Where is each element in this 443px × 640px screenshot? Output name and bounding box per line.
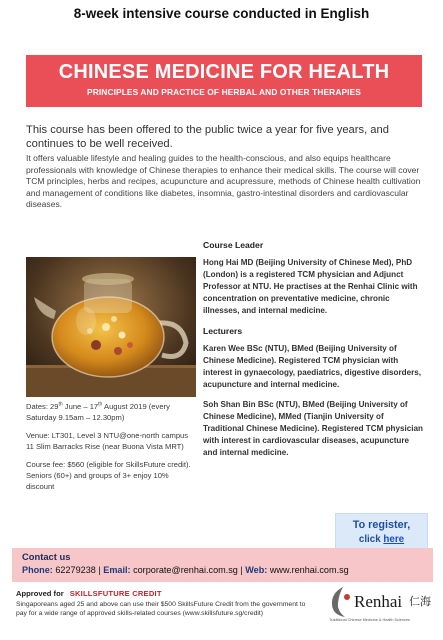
dates-text-3: August 2019 (every Saturday 9.15am – 12.30pm) xyxy=(26,402,170,422)
course-logistics xyxy=(26,402,198,500)
dates-sup-2: th xyxy=(98,401,103,408)
register-click-text: click xyxy=(358,534,384,545)
teapot-illustration xyxy=(26,257,196,397)
contact-details xyxy=(22,565,432,575)
skillsfuture-fine-print: Singaporeans aged 25 and above can use their $500 SkillsFuture Credit from the government to pay for a wide range of approved skills-related courses (www.skillsfuture.sg/credit) xyxy=(16,601,306,618)
dates-text-1: Dates: 29 xyxy=(26,402,59,411)
approved-label: Approved for xyxy=(16,589,64,598)
lecturer-bio-2: Soh Shan Bin BSc (NTU), BMed (Beijing University of Chinese Medicine), MMed (Tianjin University of Traditional Chinese Medicine). Registered TCM physician with interest in cardiovascular diseases, acupuncture and internal medicine. xyxy=(203,400,423,457)
contact-band xyxy=(12,548,433,582)
course-dates xyxy=(26,402,198,423)
teaching-staff xyxy=(203,239,425,467)
renhai-logo-name: Renhai xyxy=(354,592,403,611)
course-format-heading: 8-week intensive course conducted in English xyxy=(73,6,370,21)
register-prompt: To register, xyxy=(352,519,411,531)
renhai-logo-icon xyxy=(327,585,357,619)
intro-lead: This course has been offered to the public twice a year for five years, and continues to be well received. xyxy=(26,124,389,150)
dates-sup-1: th xyxy=(58,401,63,408)
skillsfuture-credit-badge: SKILLSFUTURE CREDIT xyxy=(69,589,162,598)
approval-line xyxy=(16,589,162,598)
phone-label: Phone: xyxy=(22,565,53,575)
dates-text-2: June – 17 xyxy=(62,402,99,411)
course-subtitle: PRINCIPLES AND PRACTICE OF HERBAL AND OTHER THERAPIES xyxy=(87,87,361,97)
register-here-link[interactable]: here xyxy=(383,534,405,545)
renhai-logo xyxy=(323,583,443,633)
phone-number[interactable]: 62279238 | xyxy=(52,565,101,575)
renhai-logo-chinese: 仁海 xyxy=(409,595,431,608)
register-box xyxy=(335,513,428,551)
herbal-tea-photo xyxy=(26,257,196,397)
title-banner xyxy=(26,55,422,107)
intro-body: It offers valuable lifestyle and healing guides to the health-conscious, and also equips healthcare professionals with knowledge of Chinese therapies to enhance their medical skills. The course will cover TCM principles, herbs and recipes, acupuncture and acupressure, methods of Chinese health cultivation and management of conditions like diabetes, insomnia, gastro-intestinal disorders and cardiovascular diseases. xyxy=(26,153,421,210)
lecturers-heading: Lecturers xyxy=(203,326,243,336)
register-link-line xyxy=(336,534,427,545)
course-fee: Course fee: $560 (eligible for SkillsFuture credit). Seniors (60+) and groups of 3+ enjoy 10% discount xyxy=(26,460,191,491)
lecturer-bio-1: Karen Wee BSc (NTU), BMed (Beijing University of Chinese Medicine). Registered TCM physician with interest in gynaecology, paediatrics, digestive disorders, acupuncture and internal medicine. xyxy=(203,344,422,389)
website-link[interactable]: www.renhai.com.sg xyxy=(267,565,349,575)
course-leader-heading: Course Leader xyxy=(203,240,264,250)
course-title: CHINESE MEDICINE FOR HEALTH xyxy=(58,61,390,83)
renhai-logo-tagline: Traditional Chinese Medicine & Health Sciences xyxy=(329,618,410,622)
web-label: Web: xyxy=(245,565,268,575)
email-label: Email: xyxy=(103,565,131,575)
course-leader-bio: Hong Hai MD (Beijing University of Chinese Med), PhD (London) is a registered TCM physician and Adjunct Professor at NTU. He practises at the Renhai Clinic with concentration on preventative medicine, chronic illnesses, and internal medicine. xyxy=(203,258,418,315)
course-venue: Venue: LT301, Level 3 NTU@one-north campus 11 Slim Barracks Rise (near Buona Vista MRT) xyxy=(26,431,189,451)
contact-heading: Contact us xyxy=(22,551,71,562)
email-address[interactable]: corporate@renhai.com.sg | xyxy=(130,565,243,575)
